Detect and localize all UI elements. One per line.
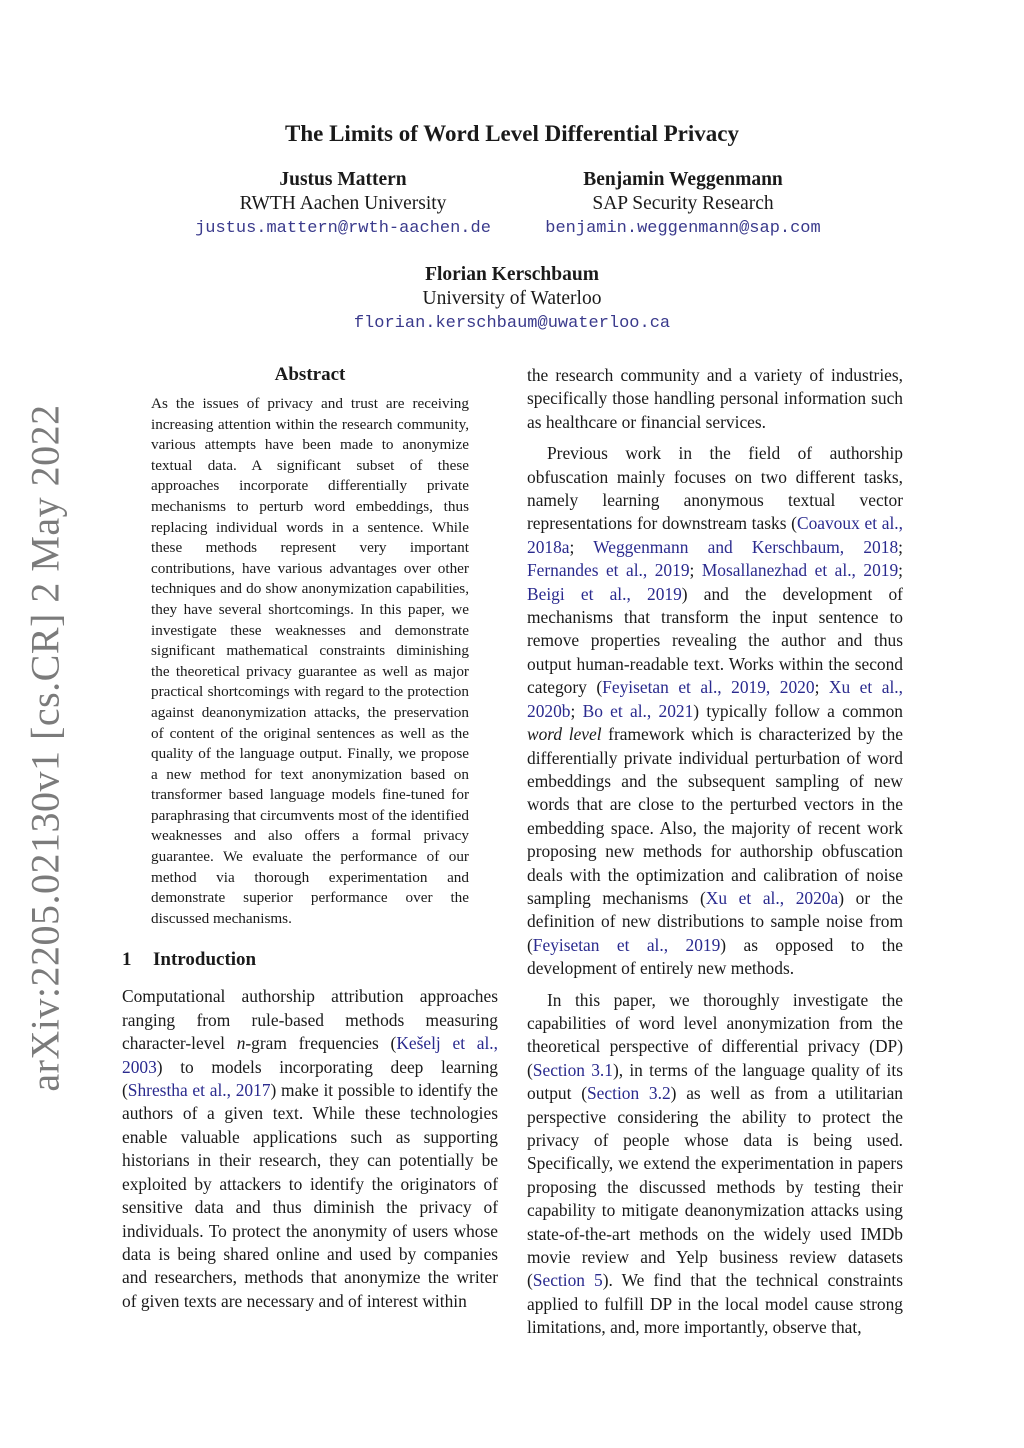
author-block-kerschbaum xyxy=(280,263,744,336)
section-title: Introduction xyxy=(153,949,257,971)
author-block-mattern xyxy=(170,168,516,241)
citation-link[interactable]: Weggenmann and Kerschbaum, 2018 xyxy=(593,536,899,557)
intro-paragraph-1-continued: the research community and a variety of industries, specifically those handling personal information such as healthcare or financial services. xyxy=(527,365,903,432)
abstract-heading: Abstract xyxy=(274,364,346,385)
math-n: n xyxy=(236,1033,246,1054)
citation-link[interactable]: Beigi et al., 2019 xyxy=(527,583,682,604)
intro-paragraph-1: Computational authorship attribution approaches ranging from rule-based methods measuring character-level n-gram frequencies (Kešelj et al., 2003) to models incorporating deep learning (Shrestha et al., 2017) make it possible to identify the authors of a given text. While these technologies enable valuable applications such as supporting historians in their research, they can potentially be exploited by attackers to identify the originators of sensitive data and thus diminish the privacy of individuals. To protect the anonymity of users whose data is being shared online and used by companies and researchers, methods that anonymize the writer of given texts are necessary and of interest within xyxy=(122,986,499,1311)
paper-title: The Limits of Word Level Differential Privacy xyxy=(285,121,739,146)
author-name: Florian Kerschbaum xyxy=(425,264,599,285)
arxiv-identifier: arXiv:2205.02130v1 [cs.CR] 2 May 2022 xyxy=(22,404,68,1092)
section-heading-introduction xyxy=(122,949,498,971)
right-column xyxy=(527,364,903,1340)
author-email-link[interactable]: justus.mattern@rwth-aachen.de xyxy=(195,219,491,238)
author-email-link[interactable]: benjamin.weggenmann@sap.com xyxy=(545,219,821,238)
section-reference-link[interactable]: Section 3.1 xyxy=(532,1059,613,1080)
arxiv-side-stamp xyxy=(16,404,74,1092)
citation-link[interactable]: Fernandes et al., 2019 xyxy=(527,560,690,581)
citation-link[interactable]: Feyisetan et al., 2019, 2020 xyxy=(602,677,815,698)
citation-link[interactable]: Feyisetan et al., 2019 xyxy=(532,934,721,955)
section-number: 1 xyxy=(122,949,132,971)
author-name: Justus Mattern xyxy=(279,169,407,190)
author-affiliation: University of Waterloo xyxy=(422,288,602,309)
author-affiliation: SAP Security Research xyxy=(592,193,774,214)
author-email-link[interactable]: florian.kerschbaum@uwaterloo.ca xyxy=(353,314,671,333)
citation-link[interactable]: Xu et al., 2020b xyxy=(527,677,903,721)
citation-link[interactable]: Mosallanezhad et al., 2019 xyxy=(701,560,899,581)
citation-link[interactable]: Shrestha et al., 2017 xyxy=(127,1080,271,1101)
abstract-text: As the issues of privacy and trust are receiving increasing attention within the research community, various attempts have been made to anonymize textual data. A significant subset of these approaches incorporate differentially private mechanisms to perturb word embeddings, thus replacing individual words in a sentence. While these methods represent very important contributions, have various advantages over other techniques and do show anonymization capabilities, they have several shortcomings. In this paper, we investigate these weaknesses and demonstrate significant mathematical constraints diminishing the theoretical privacy guarantee as well as major practical shortcomings with regard to the protection against deanonymization attacks, the preservation of content of the original sentences as well as the quality of the language output. Finally, we propose a new method for text anonymization based on transformer based language models fine-tuned for paraphrasing that circumvents most of the identified weaknesses and also offers a formal privacy guarantee. We evaluate the performance of our method via thorough experimentation and demonstrate superior performance over the discussed mechanisms. xyxy=(151,395,469,927)
emphasis-word-level: word level xyxy=(527,724,602,745)
intro-paragraph-2: Previous work in the field of authorship obfuscation mainly focuses on two different tasks, namely learning anonymous textual vector representations for downstream tasks (Coavoux et al., 2018a; Weggenmann and Kerschbaum, 2018; Fernandes et al., 2019; Mosallanezhad et al., 2019; Beigi et al., 2019) and the development of mechanisms that transform the input sentence to remove properties revealing the author and thus output human-readable text. Works within the second category (Feyisetan et al., 2019, 2020; Xu et al., 2020b; Bo et al., 2021) typically follow a common word level framework which is characterized by the differentially private individual perturbation of word embeddings and the subsequent sampling of new words that are close to the perturbed vectors in the embedding space. Also, the majority of recent work proposing new methods for authorship obfuscation deals with the optimization and calibration of noise sampling mechanisms (Xu et al., 2020a) or the definition of new distributions to sample noise from (Feyisetan et al., 2019) as opposed to the development of entirely new methods. xyxy=(527,443,904,979)
section-reference-link[interactable]: Section 5 xyxy=(532,1270,603,1291)
citation-link[interactable]: Xu et al., 2020a xyxy=(705,887,839,908)
author-block-weggenmann xyxy=(520,168,846,241)
author-name: Benjamin Weggenmann xyxy=(583,169,783,190)
citation-link[interactable]: Coavoux et al., 2018a xyxy=(527,513,903,557)
left-column xyxy=(122,364,498,1313)
section-reference-link[interactable]: Section 3.2 xyxy=(587,1083,671,1104)
citation-link[interactable]: Kešelj et al., 2003 xyxy=(122,1033,499,1077)
citation-link[interactable]: Bo et al., 2021 xyxy=(582,700,694,721)
intro-paragraph-3: In this paper, we thoroughly investigate the capabilities of word level anonymization from the theoretical perspective of differential privacy (DP) (Section 3.1), in terms of the language quality of its output (Section 3.2) as well as from a utilitarian perspective considering the ability to protect the privacy of people whose data is being used. Specifically, we extend the experimentation in papers proposing the discussed methods by testing their capability to mitigate deanonymization attacks using state-of-the-art methods on the widely used IMDb movie review and Yelp business review datasets (Section 5). We find that the technical constraints applied to fulfill DP in the local model cause strong limitations, and, more importantly, observe that, xyxy=(527,989,903,1338)
author-affiliation: RWTH Aachen University xyxy=(239,193,447,214)
